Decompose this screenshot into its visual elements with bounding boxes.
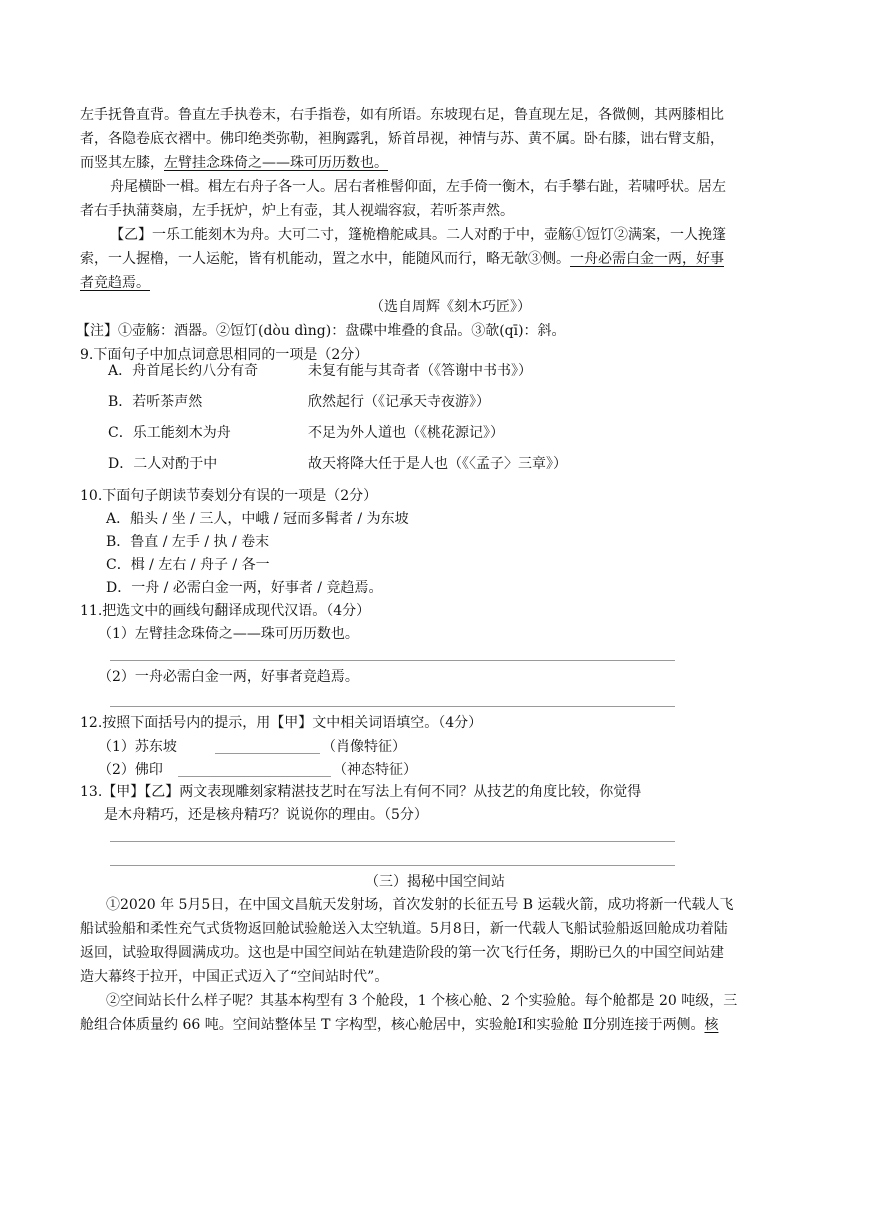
question-13-stem: 13.【甲】【乙】两文表现雕刻家精湛技艺时在写法上有何不同？从技艺的角度比较，你觉得 [80,784,642,800]
q11-answer-line-2[interactable] [110,706,675,707]
q12-item-2-hint: （神态特征） [333,762,417,778]
q9-option-b: B．若听茶声然 [108,394,203,410]
section-3-text: 舱组合体质量约 66 吨。空间站整体呈 T 字构型，核心舱居中，实验舱Ⅰ和实验舱 Ⅱ分别连接于两侧。 [80,1017,705,1033]
underlined-tail: 核 [704,1017,719,1033]
q9-option-c: C．乐工能刻木为舟 [108,425,231,441]
question-11-stem: 11.把选文中的画线句翻译成现代汉语。（4分） [80,603,371,619]
q11-item-2: （2）一舟必需白金一两，好事者竞趋焉。 [98,669,359,685]
question-9-stem: 9.下面句子中加点词意思相同的一项是（2分） [80,347,369,363]
underlined-sentence-1: 左臂挂念珠倚之——珠可历历数也。 [164,155,388,171]
section-3-text-line: 船试验船和柔性充气式货物返回舱试验舱送入太空轨道。5月8日，新一代载人飞船试验船返回舱成功着陆 [80,921,728,937]
q12-blank-1[interactable] [215,753,320,754]
passage-jia-line: 者，各隐卷底衣褶中。佛印绝类弥勒，袒胸露乳，矫首昂视，神情与苏、黄不属。卧右膝，诎右臂支船， [80,131,724,147]
q9-option-b-compare: 欣然起行（《记承天寺夜游》） [308,394,490,410]
passage-yi-text: 索，一人握橹，一人运舵，皆有机能动，置之水中，能随风而行，略无欹③侧。 [80,251,570,267]
section-3-text-line: ②空间站长什么样子呢？其基本构型有 3 个舱段，1 个核心舱、2 个实验舱。每个舱都是 20 吨级，三 [106,993,738,1009]
underlined-sentence-2-cont: 者竞趋焉。 [80,275,150,291]
section-3-text-line: 造大幕终于拉开，中国正式迈入了“空间站时代”。 [80,969,389,985]
passage-yi-line: 【乙】一乐工能刻木为舟。大可二寸，篷桅橹舵咸具。二人对酌于中，壶觞①饾饤②满案，一人挽篷 [110,227,726,243]
q12-item-1-label: （1）苏东坡 [98,739,177,755]
passage-source: （选自周辉《刻木巧匠》） [370,299,531,315]
q12-item-2-label: （2）佛印 [98,762,163,778]
question-10-stem: 10.下面句子朗读节奏划分有误的一项是（2分） [80,488,378,504]
passage-jia-line: 舟尾横卧一楫。楫左右舟子各一人。居右者椎髻仰面，左手倚一衡木，右手攀右趾，若啸呼状。居左 [110,179,726,195]
q12-item-1-hint: （肖像特征） [322,739,406,755]
passage-jia-line: 者右手执蒲葵扇，左手抚炉，炉上有壶，其人视端容寂，若听茶声然。 [80,203,514,219]
q13-answer-line-2[interactable] [110,865,675,866]
q11-item-1: （1）左臂挂念珠倚之——珠可历历数也。 [98,626,359,642]
passage-yi-line [80,276,150,290]
q10-option-d: D．一舟 / 必需白金一两，好事者 / 竞趋焉。 [106,580,383,596]
q9-option-d: D．二人对酌于中 [108,456,218,472]
q9-option-a-compare: 未复有能与其奇者（《答谢中书书》） [308,363,532,379]
q10-option-a: A．船头 / 坐 / 三人，中峨 / 冠而多髯者 / 为东坡 [106,511,409,527]
underlined-sentence-2: 一舟必需白金一两，好事 [570,251,724,267]
q12-blank-2[interactable] [178,776,331,777]
section-3-text-line [80,1018,718,1032]
question-13-stem-cont: 是木舟精巧，还是核舟精巧？说说你的理由。（5分） [104,807,428,823]
q11-answer-line-1[interactable] [110,660,675,661]
section-3-text-line: ①2020 年 5月5日，在中国文昌航天发射场，首次发射的长征五号 B 运载火箭，成功将新一代载人飞 [106,897,734,913]
q13-answer-line-1[interactable] [110,841,675,842]
passage-yi-line [80,252,724,266]
q10-option-b: B．鲁直 / 左手 / 执 / 卷末 [106,534,270,550]
passage-note: 【注】①壶觞：酒器。②饾饤(dòu dìng)：盘碟中堆叠的食品。③欹(qī)：斜。 [76,323,566,339]
passage-jia-text: 而竖其左膝， [80,155,164,171]
q10-option-c: C．楫 / 左右 / 舟子 / 各一 [106,557,270,573]
section-3-text-line: 返回，试验取得圆满成功。这也是中国空间站在轨建造阶段的第一次飞行任务，期盼已久的中国空间站建 [80,945,724,961]
q9-option-d-compare: 故天将降大任于是人也（《〈孟子〉三章》） [308,456,567,472]
passage-jia-line: 左手抚鲁直背。鲁直左手执卷末，右手指卷，如有所语。东坡现右足，鲁直现左足，各微侧，其两膝相比 [80,107,724,123]
question-12-stem: 12.按照下面括号内的提示，用【甲】文中相关词语填空。（4分） [80,715,483,731]
q9-option-c-compare: 不足为外人道也（《桃花源记》） [308,425,504,441]
section-3-title: （三）揭秘中国空间站 [365,874,505,890]
q9-option-a: A．舟首尾长约八分有奇 [108,363,259,379]
passage-jia-line [80,156,388,170]
